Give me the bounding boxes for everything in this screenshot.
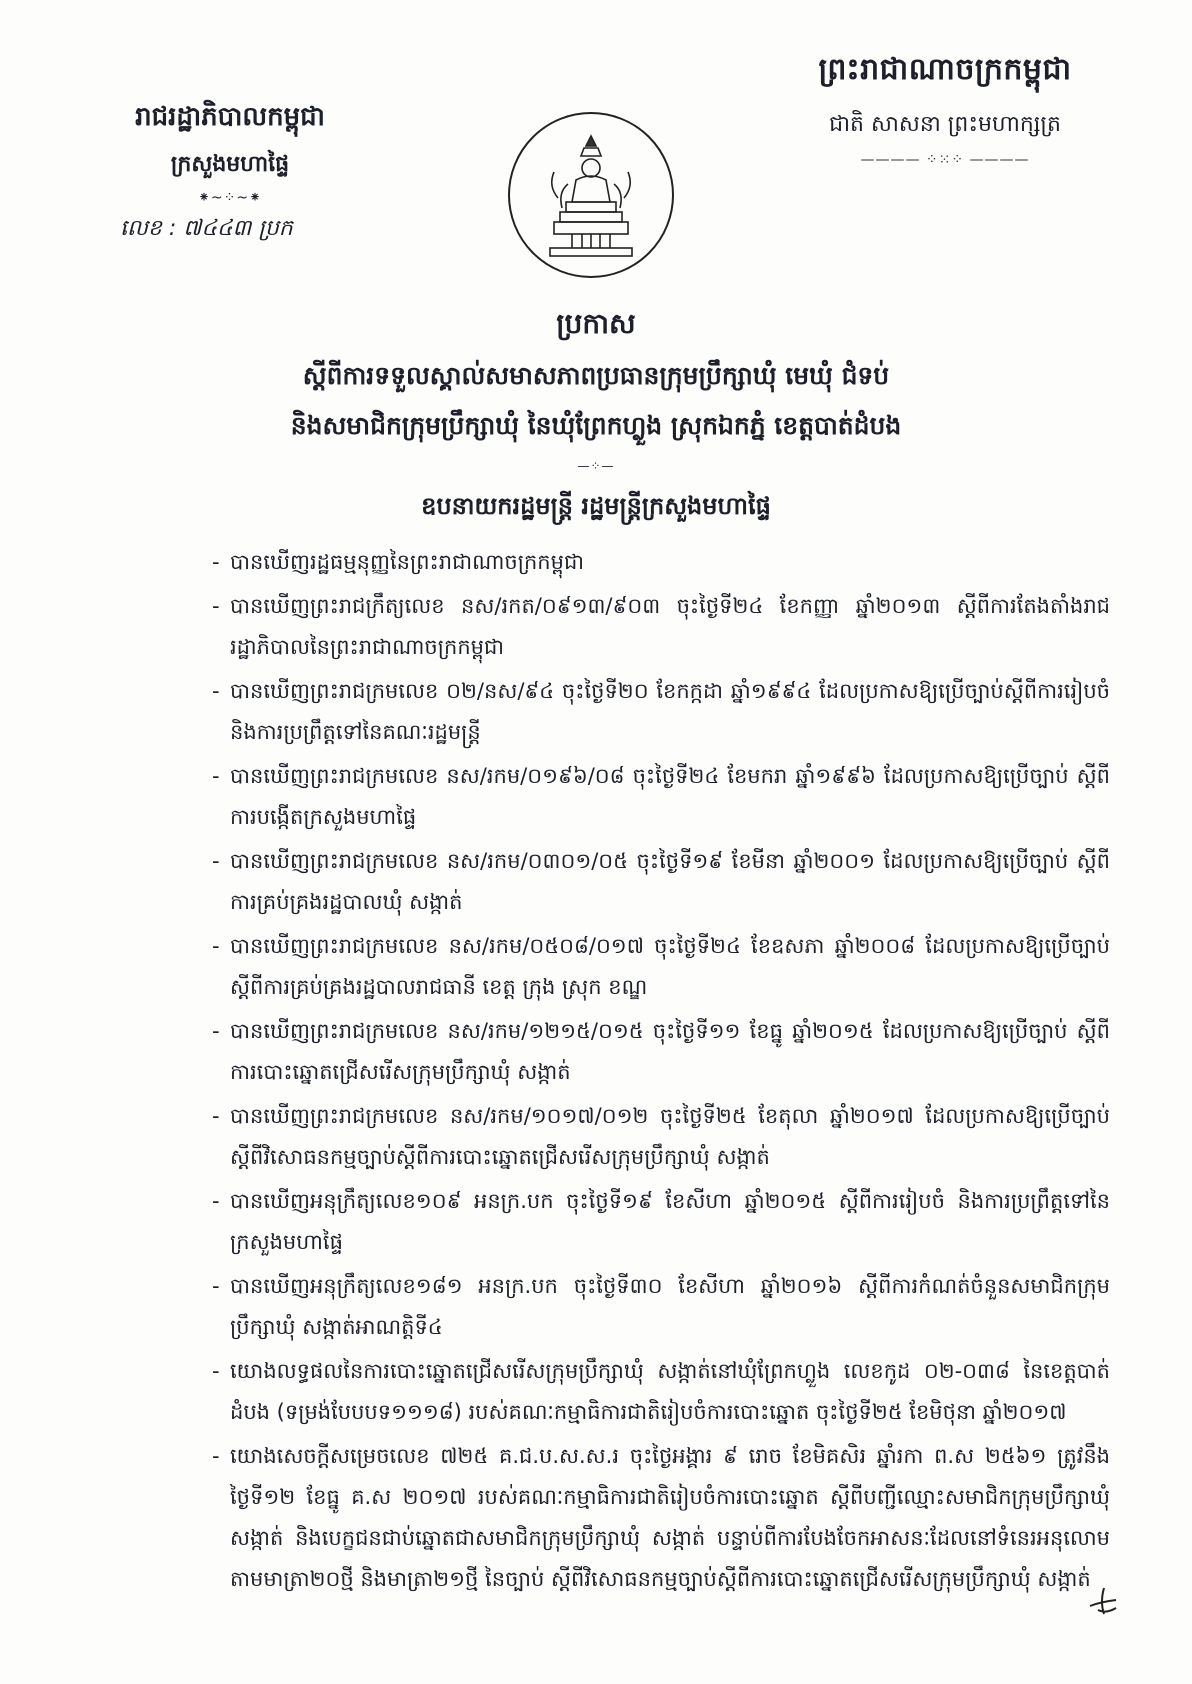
title-ornament: —⁘—: [577, 459, 615, 473]
ministry-name: ក្រសួងមហាផ្ទៃ: [170, 152, 290, 177]
government-ornament: ⁕~⁘~⁕: [198, 190, 262, 206]
list-item: - បានឃើញអនុក្រឹត្យលេខ១០៩ អនក្រ.បក ចុះថ្ងៃទី១៩ ខែសីហា ឆ្នាំ២០១៥ ស្ដីពីការរៀបចំ និងការប្រព្រឹត្តទៅនៃក្រសួងមហាផ្ទៃ: [230, 1181, 1110, 1263]
national-motto: ជាតិ សាសនា ព្រះមហាក្សត្រ: [829, 112, 1061, 137]
government-header: [80, 100, 380, 246]
list-item: - បានឃើញព្រះរាជក្រមលេខ ០២/នស/៩៤ ចុះថ្ងៃទី២០ ខែកក្កដា ឆ្នាំ១៩៩៤ ដែលប្រកាសឱ្យប្រើច្បាប់ស្ដីពីការរៀបចំ និងការប្រព្រឹត្តទៅនៃគណៈរដ្ឋមន្ត្រី: [230, 671, 1110, 753]
legal-basis-list: [230, 542, 1110, 1603]
document-titles: [140, 306, 1052, 526]
list-item: - បានឃើញព្រះរាជក្រមលេខ នស/រកម/១០១៧/០១២ ចុះថ្ងៃទី២៥ ខែតុលា ឆ្នាំ២០១៧ ដែលប្រកាសឱ្យប្រើច្បាប់ ស្ដីពីវិសោធនកម្មច្បាប់ស្ដីពីការបោះឆ្នោតជ្រើសរើសក្រុមប្រឹក្សាឃុំ សង្កាត់: [230, 1096, 1110, 1178]
kingdom-title: ព្រះរាជាណាចក្រកម្ពុជា: [818, 52, 1072, 87]
issuing-authority: ឧបនាយករដ្ឋមន្ត្រី រដ្ឋមន្ត្រីក្រសួងមហាផ្ទៃ: [421, 492, 771, 520]
government-name: រាជរដ្ឋាភិបាលកម្ពុជា: [135, 102, 325, 132]
list-item: - យោងសេចក្ដីសម្រេចលេខ ៧២៥ គ.ជ.ប.ស.ស.រ ចុះថ្ងៃអង្គារ ៩ រោច ខែមិគសិរ ឆ្នាំរកា ព.ស ២៥៦១ ត្រូវនឹងថ្ងៃទី១២ ខែធ្នូ គ.ស ២០១៧ របស់គណៈកម្មាធិការជាតិរៀបចំការបោះឆ្នោត ស្ដីពីបញ្ជីឈ្មោះសមាជិកក្រុមប្រឹក្សាឃុំ សង្កាត់ និងបេក្ខជនជាប់ឆ្នោតជាសមាជិកក្រុមប្រឹក្សាឃុំ សង្កាត់ បន្ទាប់ពីការបែងចែកអាសនៈដែលនៅទំនេរអនុលោមតាមមាត្រា២០ថ្មី និងមាត្រា២១ថ្មី នៃច្បាប់ ស្ដីពីវិសោធនកម្មច្បាប់ស្ដីពីការបោះឆ្នោតជ្រើសរើសក្រុមប្រឹក្សាឃុំ សង្កាត់: [230, 1436, 1110, 1600]
document-number: លេខ : ៧៤៤៣ ប្រក: [120, 216, 293, 241]
list-item: - បានឃើញរដ្ឋធម្មនុញ្ញនៃព្រះរាជាណាចក្រកម្ពុជា: [230, 542, 1110, 583]
royal-emblem-icon: [508, 112, 674, 278]
list-item: - បានឃើញព្រះរាជក្រមលេខ នស/រកម/០៥០៨/០១៧ ចុះថ្ងៃទី២៤ ខែឧសភា ឆ្នាំ២០០៨ ដែលប្រកាសឱ្យប្រើច្បាប់ ស្ដីពីការគ្រប់គ្រងរដ្ឋបាលរាជធានី ខេត្ត ក្រុង ស្រុក ខណ្ឌ: [230, 926, 1110, 1008]
list-item: - បានឃើញព្រះរាជក្រមលេខ នស/រកម/០១៩៦/០៨ ចុះថ្ងៃទី២៤ ខែមករា ឆ្នាំ១៩៩៦ ដែលប្រកាសឱ្យប្រើច្បាប់ ស្ដីពីការបង្កើតក្រសួងមហាផ្ទៃ: [230, 756, 1110, 838]
subject-line-2: និងសមាជិកក្រុមប្រឹក្សាឃុំ នៃឃុំព្រែកហ្លួង ស្រុកឯកភ្នំ ខេត្តបាត់ដំបង: [290, 411, 902, 440]
list-item: - បានឃើញអនុក្រឹត្យលេខ១៨១ អនក្រ.បក ចុះថ្ងៃទី៣០ ខែសីហា ឆ្នាំ២០១៦ ស្ដីពីការកំណត់ចំនួនសមាជិកក្រុមប្រឹក្សាឃុំ សង្កាត់អាណត្តិទី៤: [230, 1266, 1110, 1348]
kingdom-header: [780, 50, 1110, 168]
document-type: ប្រកាស: [556, 307, 636, 340]
handwritten-initial: [1084, 1580, 1124, 1620]
list-item: - យោងលទ្ធផលនៃការបោះឆ្នោតជ្រើសរើសក្រុមប្រឹក្សាឃុំ សង្កាត់នៅឃុំព្រែកហ្លួង លេខកូដ ០២-០៣៨ នៃខេត្តបាត់ដំបង (ទម្រង់បែបបទ១១១៨) របស់គណៈកម្មាធិការជាតិរៀបចំការបោះឆ្នោត ចុះថ្ងៃទី២៥ ខែមិថុនា ឆ្នាំ២០១៧: [230, 1351, 1110, 1433]
kingdom-ornament: ———— ⁘⁙⁘ ————: [860, 152, 1030, 168]
list-item: - បានឃើញព្រះរាជក្រមលេខ នស/រកម/០៣០១/០៥ ចុះថ្ងៃទី១៩ ខែមីនា ឆ្នាំ២០០១ ដែលប្រកាសឱ្យប្រើច្បាប់ ស្ដីពីការគ្រប់គ្រងរដ្ឋបាលឃុំ សង្កាត់: [230, 841, 1110, 923]
list-item: - បានឃើញព្រះរាជក្រឹត្យលេខ នស/រកត/០៩១៣/៩០៣ ចុះថ្ងៃទី២៤ ខែកញ្ញា ឆ្នាំ២០១៣ ស្ដីពីការតែងតាំងរាជរដ្ឋាភិបាលនៃព្រះរាជាណាចក្រកម្ពុជា: [230, 586, 1110, 668]
subject-line-1: ស្ដីពីការទទួលស្គាល់សមាសភាពប្រធានក្រុមប្រឹក្សាឃុំ មេឃុំ ជំទប់: [302, 361, 890, 390]
list-item: - បានឃើញព្រះរាជក្រមលេខ នស/រកម/១២១៥/០១៥ ចុះថ្ងៃទី១១ ខែធ្នូ ឆ្នាំ២០១៥ ដែលប្រកាសឱ្យប្រើច្បាប់ ស្ដីពីការបោះឆ្នោតជ្រើសរើសក្រុមប្រឹក្សាឃុំ សង្កាត់: [230, 1011, 1110, 1093]
